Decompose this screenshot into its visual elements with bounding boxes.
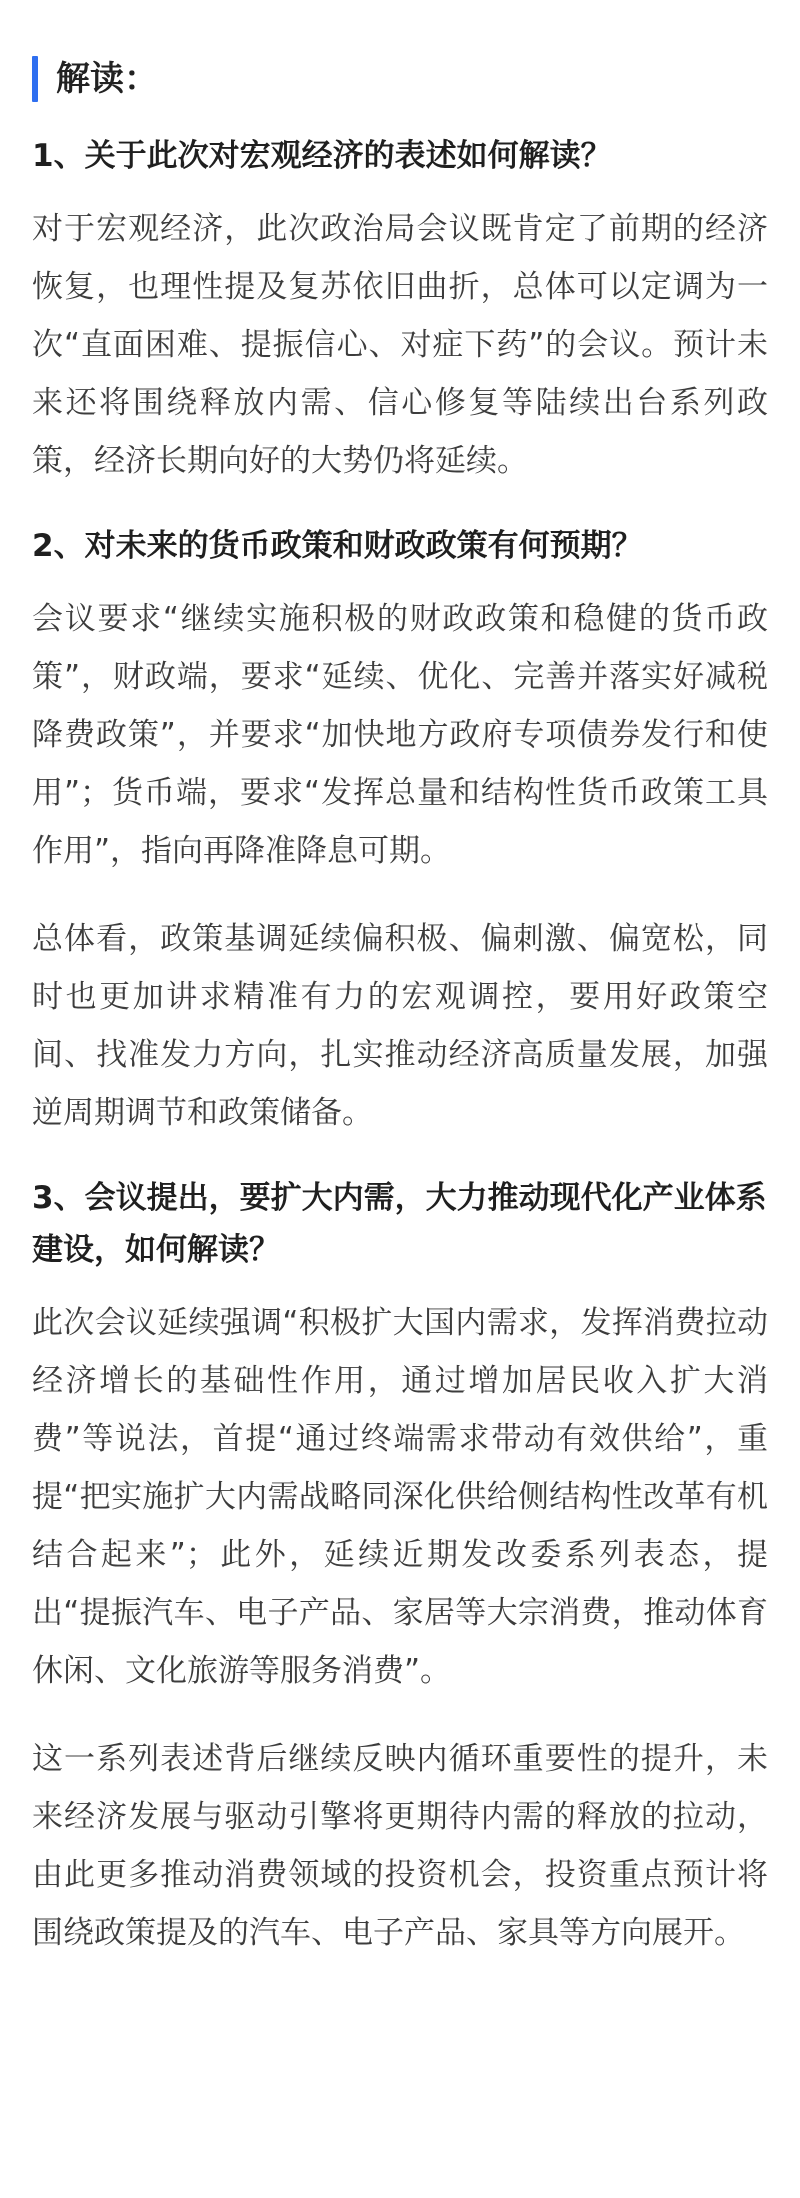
question-heading: 1、关于此次对宏观经济的表述如何解读？ <box>32 138 612 174</box>
answer-paragraph: 对于宏观经济，此次政治局会议既肯定了前期的经济恢复，也理性提及复苏依旧曲折，总体可以定调为一次“直面困难、提振信心、对症下药”的会议。预计未来还将围绕释放内需、信心修复等陆续出台系列政策，经济长期向好的大势仍将延续。 <box>32 211 768 479</box>
answer-paragraph: 这一系列表述背后继续反映内循环重要性的提升，未来经济发展与驱动引擎将更期待内需的释放的拉动，由此更多推动消费领域的投资机会，投资重点预计将围绕政策提及的汽车、电子产品、家具等方向展开。 <box>32 1741 768 1951</box>
answer-paragraph: 会议要求“继续实施积极的财政政策和稳健的货币政策”，财政端，要求“延续、优化、完善并落实好减税降费政策”，并要求“加快地方政府专项债券发行和使用”；货币端，要求“发挥总量和结构性货币政策工具作用”，指向再降准降息可期。 <box>32 601 768 869</box>
qa-section-3 <box>32 1172 768 1962</box>
answer-paragraph: 总体看，政策基调延续偏积极、偏刺激、偏宽松，同时也更加讲求精准有力的宏观调控，要用好政策空间、找准发力方向，扎实推动经济高质量发展，加强逆周期调节和政策储备。 <box>32 921 768 1131</box>
qa-section-2 <box>32 520 768 1142</box>
section-header-label: 解读： <box>56 59 158 99</box>
qa-section-1 <box>32 130 768 490</box>
accent-bar <box>32 56 38 102</box>
question-heading: 2、对未来的货币政策和财政政策有何预期？ <box>32 528 643 564</box>
answer-paragraph: 此次会议延续强调“积极扩大国内需求，发挥消费拉动经济增长的基础性作用，通过增加居民收入扩大消费”等说法，首提“通过终端需求带动有效供给”，重提“把实施扩大内需战略同深化供给侧结构性改革有机结合起来”；此外，延续近期发改委系列表态，提出“提振汽车、电子产品、家居等大宗消费，推动体育休闲、文化旅游等服务消费”。 <box>32 1305 768 1689</box>
section-header <box>32 50 768 108</box>
question-heading: 3、会议提出，要扩大内需，大力推动现代化产业体系建设，如何解读？ <box>32 1180 767 1268</box>
